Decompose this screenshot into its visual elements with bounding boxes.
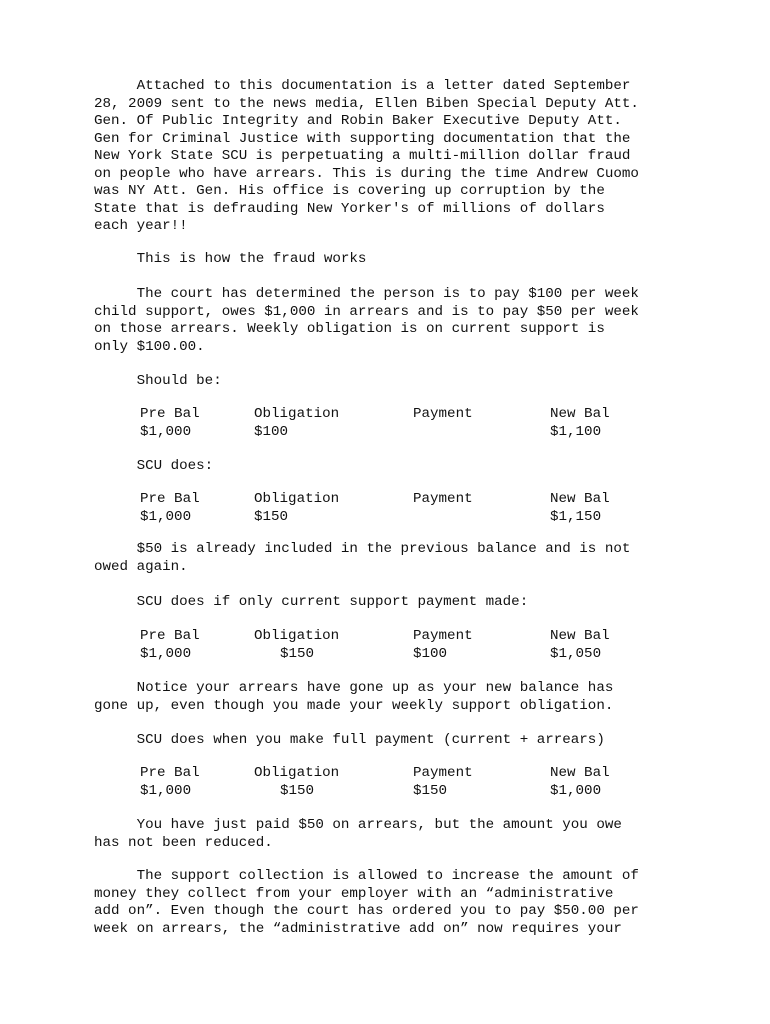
table-row	[140, 424, 660, 442]
table-header-row	[140, 628, 660, 646]
current-only-label: SCU does if only current support payment made:	[94, 594, 529, 610]
cell-new-bal: $1,150	[550, 509, 602, 525]
cell-pre-bal: $1,000	[140, 646, 192, 662]
should-be-label: Should be:	[94, 373, 222, 389]
header-pre-bal: Pre Bal	[140, 406, 200, 422]
cell-pre-bal: $1,000	[140, 783, 192, 799]
cell-pre-bal: $1,000	[140, 509, 192, 525]
header-pre-bal: Pre Bal	[140, 765, 200, 781]
cell-payment: $100	[413, 646, 448, 662]
header-new-bal: New Bal	[550, 628, 610, 644]
header-payment: Payment	[413, 491, 473, 507]
header-payment: Payment	[413, 765, 473, 781]
should-be-table	[140, 406, 660, 442]
table-row	[140, 646, 660, 664]
fraud-heading-paragraph: This is how the fraud works	[94, 251, 367, 267]
header-obligation: Obligation	[254, 406, 340, 422]
administrative-add-on-paragraph: The support collection is allowed to increase the amount of money they collect from your employer with an “administrative add on”. Even though the court has ordered you to pay $50.00 per week on arrears, the “administrative add on” now requires your	[94, 868, 639, 937]
table-header-row	[140, 765, 660, 783]
table-header-row	[140, 491, 660, 509]
header-pre-bal: Pre Bal	[140, 628, 200, 644]
intro-paragraph: Attached to this documentation is a letter dated September 28, 2009 sent to the news media, Ellen Biben Special Deputy Att. Gen. Of Public Integrity and Robin Baker Executive Deputy Att. Gen for Criminal Justice with supporting documentation that the New York State SCU is perpetuating a multi-million dollar fraud on people who have arrears. This is during the time Andrew Cuomo was NY Att. Gen. His office is covering up corruption by the State that is defrauding New Yorker's of millions of dollars each year!!	[94, 78, 639, 234]
scu-does-table	[140, 491, 660, 527]
header-obligation: Obligation	[254, 491, 340, 507]
cell-pre-bal: $1,000	[140, 424, 192, 440]
paid-arrears-paragraph: You have just paid $50 on arrears, but the amount you owe has not been reduced.	[94, 817, 622, 851]
cell-obligation: $150	[254, 509, 289, 525]
table-header-row	[140, 406, 660, 424]
cell-new-bal: $1,000	[550, 783, 602, 799]
header-new-bal: New Bal	[550, 491, 610, 507]
cell-new-bal: $1,050	[550, 646, 602, 662]
scu-does-label: SCU does:	[94, 458, 214, 474]
full-payment-label: SCU does when you make full payment (current + arrears)	[94, 732, 605, 748]
court-determination-paragraph: The court has determined the person is to pay $100 per week child support, owes $1,000 in arrears and is to pay $50 per week on those arrears. Weekly obligation is on current support is only $100.00.	[94, 286, 639, 355]
header-obligation: Obligation	[254, 765, 340, 781]
current-only-table	[140, 628, 660, 664]
already-included-paragraph: $50 is already included in the previous balance and is not owed again.	[94, 541, 631, 575]
cell-obligation: $150	[280, 646, 315, 662]
header-obligation: Obligation	[254, 628, 340, 644]
cell-new-bal: $1,100	[550, 424, 602, 440]
cell-obligation: $150	[280, 783, 315, 799]
header-payment: Payment	[413, 406, 473, 422]
table-row	[140, 509, 660, 527]
header-new-bal: New Bal	[550, 406, 610, 422]
cell-payment: $150	[413, 783, 448, 799]
arrears-gone-up-paragraph: Notice your arrears have gone up as your new balance has gone up, even though you made your weekly support obligation.	[94, 680, 614, 714]
cell-obligation: $100	[254, 424, 289, 440]
header-pre-bal: Pre Bal	[140, 491, 200, 507]
header-payment: Payment	[413, 628, 473, 644]
table-row	[140, 783, 660, 801]
full-payment-table	[140, 765, 660, 801]
header-new-bal: New Bal	[550, 765, 610, 781]
